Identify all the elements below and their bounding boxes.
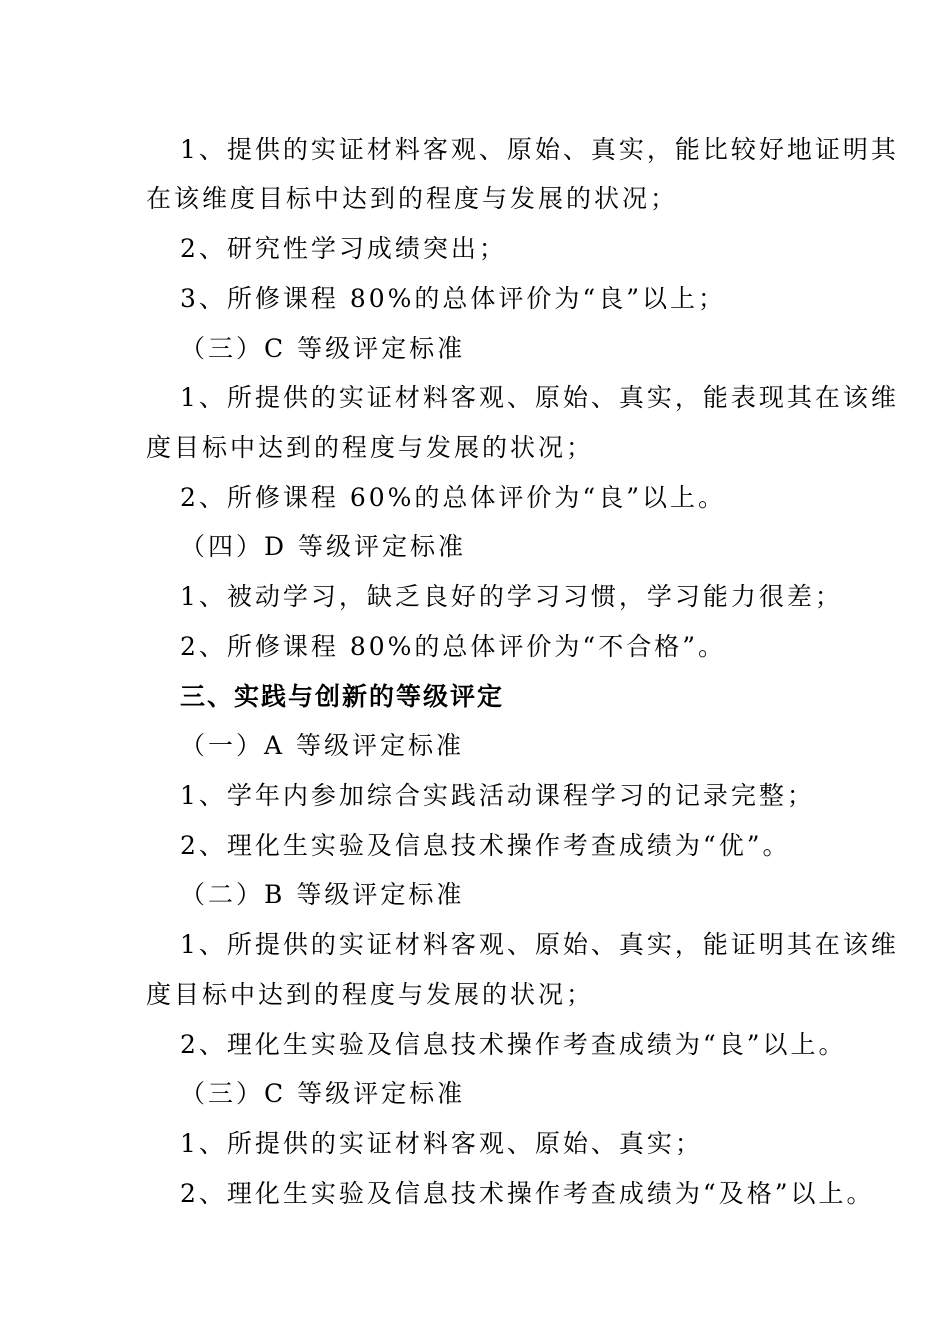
paragraph-line: 2、所修课程 80%的总体评价为“不合格”。 bbox=[180, 632, 726, 661]
paragraph-line: 1、所提供的实证材料客观、原始、真实，能证明其在该维 bbox=[180, 930, 899, 959]
paragraph-line: 2、理化生实验及信息技术操作考查成绩为“良”以上。 bbox=[180, 1030, 847, 1059]
section-heading: 三、实践与创新的等级评定 bbox=[180, 682, 505, 711]
paragraph-line: 1、被动学习，缺乏良好的学习习惯，学习能力很差； bbox=[180, 582, 843, 611]
subheading: （四）D 等级评定标准 bbox=[180, 532, 466, 561]
paragraph-line: 3、所修课程 80%的总体评价为“良”以上； bbox=[180, 284, 726, 313]
paragraph-line: 在该维度目标中达到的程度与发展的状况； bbox=[146, 184, 679, 213]
paragraph-line: 2、所修课程 60%的总体评价为“良”以上。 bbox=[180, 483, 726, 512]
paragraph-line: 2、理化生实验及信息技术操作考查成绩为“优”。 bbox=[180, 831, 791, 860]
paragraph-line: 2、研究性学习成绩突出； bbox=[180, 234, 507, 263]
subheading: （三）C 等级评定标准 bbox=[180, 1079, 466, 1108]
subheading: （一）A 等级评定标准 bbox=[180, 731, 465, 760]
subheading: （二）B 等级评定标准 bbox=[180, 880, 465, 909]
paragraph-line: 1、提供的实证材料客观、原始、真实，能比较好地证明其 bbox=[180, 135, 899, 164]
paragraph-line: 1、所提供的实证材料客观、原始、真实，能表现其在该维 bbox=[180, 383, 899, 412]
subheading: （三）C 等级评定标准 bbox=[180, 334, 466, 363]
paragraph-line: 度目标中达到的程度与发展的状况； bbox=[146, 433, 595, 462]
paragraph-line: 1、所提供的实证材料客观、原始、真实； bbox=[180, 1129, 703, 1158]
paragraph-line: 2、理化生实验及信息技术操作考查成绩为“及格”以上。 bbox=[180, 1179, 875, 1208]
paragraph-line: 1、学年内参加综合实践活动课程学习的记录完整； bbox=[180, 781, 815, 810]
paragraph-line: 度目标中达到的程度与发展的状况； bbox=[146, 980, 595, 1009]
